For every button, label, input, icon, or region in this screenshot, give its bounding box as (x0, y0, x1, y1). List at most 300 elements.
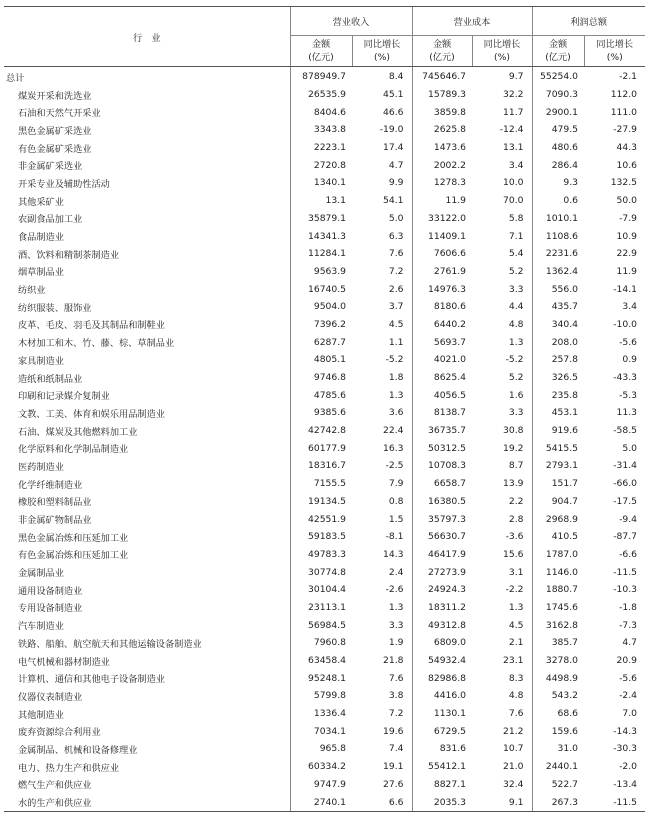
revenue-growth: 5.0 (388, 212, 404, 224)
revenue-growth: 6.3 (388, 230, 404, 242)
profit-amount: 151.7 (532, 475, 584, 493)
revenue-growth-header: 同比增长 (%) (352, 36, 412, 67)
cost-growth: -2.2 (505, 584, 524, 596)
cost-growth: 3.3 (508, 407, 524, 419)
profit-growth: 10.6 (616, 159, 637, 171)
cost-amount: 50312.5 (412, 439, 472, 457)
revenue-growth: 1.8 (388, 372, 404, 384)
cost-amount: 3859.8 (412, 103, 472, 121)
profit-amount: 1146.0 (532, 563, 584, 581)
industry-name: 医药制造业 (18, 461, 64, 473)
industry-name: 电气机械和器材制造业 (18, 656, 110, 668)
profit-growth: -5.6 (619, 336, 637, 348)
table-row (4, 528, 645, 546)
cost-amount: 82986.8 (412, 669, 472, 687)
profit-growth: 7.0 (622, 708, 637, 720)
industry-name: 煤炭开采和洗选业 (18, 90, 92, 102)
industry-name: 造纸和纸制品业 (18, 373, 83, 385)
revenue-growth: 19.1 (383, 761, 404, 773)
cost-amount: 24924.3 (412, 581, 472, 599)
table-row (4, 457, 645, 475)
table-row (4, 245, 645, 263)
industry-name: 汽车制造业 (18, 621, 64, 633)
profit-amount: 904.7 (532, 493, 584, 511)
industry-name: 食品制造业 (18, 232, 64, 244)
profit-amount: 3162.8 (532, 616, 584, 634)
profit-growth: -10.0 (613, 318, 637, 330)
industry-name: 电力、热力生产和供应业 (18, 762, 120, 774)
cost-amount: 14976.3 (412, 280, 472, 298)
cost-amount: 2625.8 (412, 121, 472, 139)
cost-amount: 1278.3 (412, 174, 472, 192)
profit-growth: -87.7 (613, 531, 637, 543)
cost-growth: 4.4 (508, 301, 524, 313)
revenue-amount: 9504.0 (290, 298, 352, 316)
revenue-amount: 56984.5 (290, 616, 352, 634)
revenue-amount: 1340.1 (290, 174, 352, 192)
profit-growth: -2.1 (619, 71, 637, 83)
cost-amount: 1130.1 (412, 705, 472, 723)
profit-amount: 235.8 (532, 386, 584, 404)
table-row (4, 280, 645, 298)
table-row (4, 599, 645, 617)
revenue-amount: 35879.1 (290, 210, 352, 228)
profit-amount: 410.5 (532, 528, 584, 546)
industry-name: 金属制品、机械和设备修理业 (18, 744, 138, 756)
table-row (4, 687, 645, 705)
industry-stats-table (4, 6, 645, 812)
revenue-growth: 7.2 (388, 708, 404, 720)
cost-growth: 9.1 (472, 793, 532, 811)
profit-amount: 0.6 (532, 192, 584, 210)
table-row (4, 758, 645, 776)
profit-amount: 2231.6 (532, 245, 584, 263)
revenue-amount: 59183.5 (290, 528, 352, 546)
profit-amount: 2440.1 (532, 758, 584, 776)
cost-amount: 4056.5 (412, 386, 472, 404)
revenue-growth: 19.6 (383, 725, 404, 737)
revenue-amount: 30104.4 (290, 581, 352, 599)
cost-amount: 36735.7 (412, 422, 472, 440)
profit-amount: 208.0 (532, 333, 584, 351)
table-row (4, 722, 645, 740)
cost-growth-header: 同比增长 (%) (472, 36, 532, 67)
industry-name: 木材加工和木、竹、藤、棕、草制品业 (18, 338, 175, 350)
revenue-growth: -8.1 (385, 531, 404, 543)
cost-growth: 11.7 (503, 106, 524, 118)
revenue-growth: 4.5 (388, 318, 404, 330)
table-row (4, 263, 645, 281)
profit-amount: 919.6 (532, 422, 584, 440)
revenue-growth: 46.6 (383, 106, 404, 118)
profit-growth: -14.3 (613, 725, 637, 737)
industry-name: 皮革、毛皮、羽毛及其制品和制鞋业 (18, 320, 165, 332)
profit-amount: 9.3 (532, 174, 584, 192)
revenue-amount: 42551.9 (290, 510, 352, 528)
table-row (4, 192, 645, 210)
industry-name: 金属制品业 (18, 568, 64, 580)
table-row (4, 103, 645, 121)
industry-name: 化学纤维制造业 (18, 479, 83, 491)
revenue-growth: 1.3 (388, 389, 404, 401)
industry-name: 其他采矿业 (18, 196, 64, 208)
table-row (4, 156, 645, 174)
cost-amount: 56630.7 (412, 528, 472, 546)
cost-amount: 18311.2 (412, 599, 472, 617)
industry-name: 铁路、船舶、航空航天和其他运输设备制造业 (18, 638, 202, 650)
revenue-amount: 30774.8 (290, 563, 352, 581)
profit-amount: 7090.3 (532, 86, 584, 104)
profit-amount: 522.7 (532, 776, 584, 794)
profit-growth: 111.0 (610, 106, 637, 118)
profit-growth: 22.9 (616, 248, 637, 260)
profit-growth: 50.0 (616, 195, 637, 207)
industry-name: 印刷和记录媒介复制业 (18, 391, 110, 403)
industry-name: 非金属矿采选业 (18, 161, 83, 173)
cost-growth: 23.1 (503, 655, 524, 667)
revenue-growth: 3.7 (388, 301, 404, 313)
table-row (4, 67, 645, 86)
industry-name: 其他制造业 (18, 709, 64, 721)
profit-amount: 68.6 (532, 705, 584, 723)
cost-header: 营业成本 (412, 7, 532, 36)
profit-growth: -11.5 (584, 793, 645, 811)
profit-amount: 2968.9 (532, 510, 584, 528)
profit-growth: -2.4 (619, 690, 637, 702)
table-row (4, 386, 645, 404)
revenue-amount: 18316.7 (290, 457, 352, 475)
revenue-amount: 19134.5 (290, 493, 352, 511)
revenue-amount: 9747.9 (290, 776, 352, 794)
industry-name: 有色金属矿采选业 (18, 143, 92, 155)
cost-growth: 2.1 (508, 637, 524, 649)
profit-amount: 453.1 (532, 404, 584, 422)
revenue-amount: 7960.8 (290, 634, 352, 652)
revenue-amount: 4785.6 (290, 386, 352, 404)
industry-name: 文教、工美、体育和娱乐用品制造业 (18, 408, 165, 420)
profit-amount: 267.3 (532, 793, 584, 811)
revenue-amount: 4805.1 (290, 351, 352, 369)
revenue-growth: 22.4 (383, 425, 404, 437)
revenue-amount: 1336.4 (290, 705, 352, 723)
cost-growth: 10.7 (503, 743, 524, 755)
cost-growth: 7.1 (508, 230, 524, 242)
profit-growth: 3.4 (622, 301, 637, 313)
profit-amount: 480.6 (532, 139, 584, 157)
industry-name: 石油和天然气开采业 (18, 108, 101, 120)
industry-name: 家具制造业 (18, 355, 64, 367)
industry-stats-table-container (4, 6, 645, 812)
cost-amount: 745646.7 (412, 67, 472, 86)
profit-amount-header: 金额 (亿元) (532, 36, 584, 67)
table-row (4, 669, 645, 687)
industry-name: 非金属矿物制品业 (18, 515, 92, 527)
profit-growth: 11.9 (616, 265, 637, 277)
cost-amount: 7606.6 (412, 245, 472, 263)
revenue-amount: 13.1 (290, 192, 352, 210)
cost-growth: 3.4 (508, 159, 524, 171)
industry-name: 黑色金属冶炼和压延加工业 (18, 532, 129, 544)
cost-amount: 46417.9 (412, 546, 472, 564)
profit-amount: 340.4 (532, 316, 584, 334)
table-row (4, 510, 645, 528)
industry-name: 计算机、通信和其他电子设备制造业 (18, 674, 165, 686)
cost-growth: 5.2 (508, 372, 524, 384)
revenue-growth: 7.9 (388, 478, 404, 490)
profit-amount: 326.5 (532, 369, 584, 387)
profit-amount: 1787.0 (532, 546, 584, 564)
cost-growth: 3.3 (508, 283, 524, 295)
profit-growth: -6.6 (619, 548, 637, 560)
revenue-growth: 9.9 (388, 177, 404, 189)
industry-name: 有色金属冶炼和压延加工业 (18, 550, 129, 562)
cost-growth: 13.9 (503, 478, 524, 490)
profit-growth: 0.9 (622, 354, 637, 366)
cost-growth: -12.4 (499, 124, 524, 136)
profit-amount: 435.7 (532, 298, 584, 316)
cost-growth: 9.7 (508, 71, 524, 83)
profit-amount: 1362.4 (532, 263, 584, 281)
profit-growth: -7.9 (619, 212, 637, 224)
revenue-growth: 7.2 (388, 265, 404, 277)
profit-growth: -7.3 (619, 619, 637, 631)
cost-growth: 7.6 (508, 708, 524, 720)
profit-amount: 4498.9 (532, 669, 584, 687)
cost-growth: 4.5 (508, 619, 524, 631)
industry-name: 通用设备制造业 (18, 585, 83, 597)
revenue-growth: 2.4 (388, 566, 404, 578)
cost-amount: 6729.5 (412, 722, 472, 740)
profit-growth: -2.0 (619, 761, 637, 773)
profit-growth: 112.0 (610, 89, 637, 101)
table-row (4, 546, 645, 564)
cost-amount: 11409.1 (412, 227, 472, 245)
cost-amount: 15789.3 (412, 86, 472, 104)
revenue-growth: 27.6 (383, 778, 404, 790)
table-row (4, 705, 645, 723)
revenue-amount: 26535.9 (290, 86, 352, 104)
revenue-growth: 8.4 (388, 71, 404, 83)
profit-amount: 1010.1 (532, 210, 584, 228)
cost-amount: 2035.3 (412, 793, 472, 811)
industry-name: 石油、煤炭及其他燃料加工业 (18, 426, 138, 438)
table-row (4, 174, 645, 192)
cost-amount: 27273.9 (412, 563, 472, 581)
industry-name: 农副食品加工业 (18, 214, 83, 226)
industry-header: 行 业 (4, 7, 290, 67)
profit-amount: 55254.0 (532, 67, 584, 86)
revenue-growth: 1.1 (388, 336, 404, 348)
table-row (4, 316, 645, 334)
cost-growth: 10.0 (503, 177, 524, 189)
profit-amount: 31.0 (532, 740, 584, 758)
profit-growth: -17.5 (613, 495, 637, 507)
table-row (4, 86, 645, 104)
cost-amount: 10708.3 (412, 457, 472, 475)
revenue-amount: 7034.1 (290, 722, 352, 740)
table-row (4, 776, 645, 794)
revenue-amount: 8404.6 (290, 103, 352, 121)
cost-growth: 21.2 (503, 725, 524, 737)
cost-growth: 4.8 (508, 318, 524, 330)
cost-growth: 1.3 (508, 601, 524, 613)
revenue-growth: 1.5 (388, 513, 404, 525)
revenue-amount: 14341.3 (290, 227, 352, 245)
profit-growth-header: 同比增长 (%) (584, 36, 645, 67)
revenue-growth: 16.3 (383, 442, 404, 454)
revenue-amount: 16740.5 (290, 280, 352, 298)
cost-growth: 5.4 (508, 248, 524, 260)
table-row (4, 616, 645, 634)
cost-growth: 32.2 (503, 89, 524, 101)
table-row (4, 404, 645, 422)
revenue-growth: 17.4 (383, 142, 404, 154)
cost-amount: 4416.0 (412, 687, 472, 705)
cost-amount: 4021.0 (412, 351, 472, 369)
profit-growth: -31.4 (613, 460, 637, 472)
table-row (4, 493, 645, 511)
cost-growth: -3.6 (505, 531, 524, 543)
industry-name: 燃气生产和供应业 (18, 780, 92, 792)
revenue-growth: 2.6 (388, 283, 404, 295)
profit-growth: 44.3 (616, 142, 637, 154)
profit-growth: -30.3 (613, 743, 637, 755)
cost-amount: 54932.4 (412, 652, 472, 670)
revenue-amount: 95248.1 (290, 669, 352, 687)
revenue-growth: 1.9 (388, 637, 404, 649)
industry-name: 黑色金属矿采选业 (18, 125, 92, 137)
profit-growth: -43.3 (613, 372, 637, 384)
table-row (4, 475, 645, 493)
revenue-growth: 21.8 (383, 655, 404, 667)
table-row (4, 227, 645, 245)
revenue-growth: 7.4 (388, 743, 404, 755)
revenue-amount: 11284.1 (290, 245, 352, 263)
table-row (4, 210, 645, 228)
revenue-growth: -5.2 (385, 354, 404, 366)
cost-amount: 2761.9 (412, 263, 472, 281)
table-row (4, 563, 645, 581)
profit-growth: -13.4 (613, 778, 637, 790)
profit-growth: -5.3 (619, 389, 637, 401)
profit-amount: 286.4 (532, 156, 584, 174)
profit-amount: 1108.6 (532, 227, 584, 245)
revenue-growth: -19.0 (379, 124, 404, 136)
profit-amount: 1880.7 (532, 581, 584, 599)
revenue-amount: 3343.8 (290, 121, 352, 139)
industry-name: 酒、饮料和精制茶制造业 (18, 249, 120, 261)
cost-growth: 30.8 (503, 425, 524, 437)
cost-growth: 15.6 (503, 548, 524, 560)
table-row (4, 652, 645, 670)
cost-growth: 3.1 (508, 566, 524, 578)
cost-growth: 8.7 (508, 460, 524, 472)
revenue-amount: 49783.3 (290, 546, 352, 564)
table-row (4, 351, 645, 369)
profit-growth: -66.0 (613, 478, 637, 490)
industry-name: 总计 (6, 72, 25, 84)
revenue-growth: 7.6 (388, 672, 404, 684)
profit-growth: -9.4 (619, 513, 637, 525)
cost-growth: -5.2 (505, 354, 524, 366)
revenue-amount: 2223.1 (290, 139, 352, 157)
revenue-growth: 1.3 (388, 601, 404, 613)
revenue-growth: -2.6 (385, 584, 404, 596)
cost-growth: 1.3 (508, 336, 524, 348)
profit-amount: 2900.1 (532, 103, 584, 121)
revenue-amount: 7396.2 (290, 316, 352, 334)
profit-amount: 159.6 (532, 722, 584, 740)
profit-growth: 10.9 (616, 230, 637, 242)
revenue-header: 营业收入 (290, 7, 412, 36)
cost-amount: 11.9 (412, 192, 472, 210)
profit-amount: 3278.0 (532, 652, 584, 670)
industry-name: 开采专业及辅助性活动 (18, 178, 110, 190)
cost-amount: 8138.7 (412, 404, 472, 422)
cost-amount: 2002.2 (412, 156, 472, 174)
revenue-amount: 60177.9 (290, 439, 352, 457)
cost-growth: 19.2 (503, 442, 524, 454)
cost-amount: 35797.3 (412, 510, 472, 528)
profit-amount: 556.0 (532, 280, 584, 298)
revenue-amount: 7155.5 (290, 475, 352, 493)
industry-name: 水的生产和供应业 (4, 793, 290, 811)
cost-growth: 5.8 (508, 212, 524, 224)
profit-growth: -1.8 (619, 601, 637, 613)
cost-amount: 8180.6 (412, 298, 472, 316)
cost-growth: 5.2 (508, 265, 524, 277)
revenue-growth: -2.5 (385, 460, 404, 472)
profit-amount: 2793.1 (532, 457, 584, 475)
revenue-amount: 9385.6 (290, 404, 352, 422)
table-body (4, 67, 645, 812)
revenue-growth: 3.8 (388, 690, 404, 702)
table-row (4, 139, 645, 157)
table-row (4, 634, 645, 652)
industry-name: 纺织服装、服饰业 (18, 302, 92, 314)
cost-growth: 70.0 (503, 195, 524, 207)
revenue-growth: 6.6 (352, 793, 412, 811)
profit-growth: -14.1 (613, 283, 637, 295)
revenue-amount: 2720.8 (290, 156, 352, 174)
cost-amount: 831.6 (412, 740, 472, 758)
industry-name: 烟草制品业 (18, 267, 64, 279)
industry-name: 化学原料和化学制品制造业 (18, 444, 129, 456)
revenue-growth: 7.6 (388, 248, 404, 260)
cost-amount-header: 金额 (亿元) (412, 36, 472, 67)
profit-growth: -27.9 (613, 124, 637, 136)
profit-growth: 11.3 (616, 407, 637, 419)
profit-growth: 20.9 (616, 655, 637, 667)
profit-amount: 479.5 (532, 121, 584, 139)
cost-amount: 16380.5 (412, 493, 472, 511)
profit-growth: -5.6 (619, 672, 637, 684)
cost-amount: 49312.8 (412, 616, 472, 634)
cost-amount: 33122.0 (412, 210, 472, 228)
revenue-amount-header: 金额 (亿元) (290, 36, 352, 67)
cost-growth: 2.2 (508, 495, 524, 507)
cost-amount: 55412.1 (412, 758, 472, 776)
revenue-amount: 2740.1 (290, 793, 352, 811)
revenue-amount: 965.8 (290, 740, 352, 758)
industry-name: 专用设备制造业 (18, 603, 83, 615)
cost-growth: 8.3 (508, 672, 524, 684)
revenue-amount: 63458.4 (290, 652, 352, 670)
revenue-amount: 9563.9 (290, 263, 352, 281)
table-row (4, 422, 645, 440)
revenue-amount: 23113.1 (290, 599, 352, 617)
cost-amount: 8827.1 (412, 776, 472, 794)
